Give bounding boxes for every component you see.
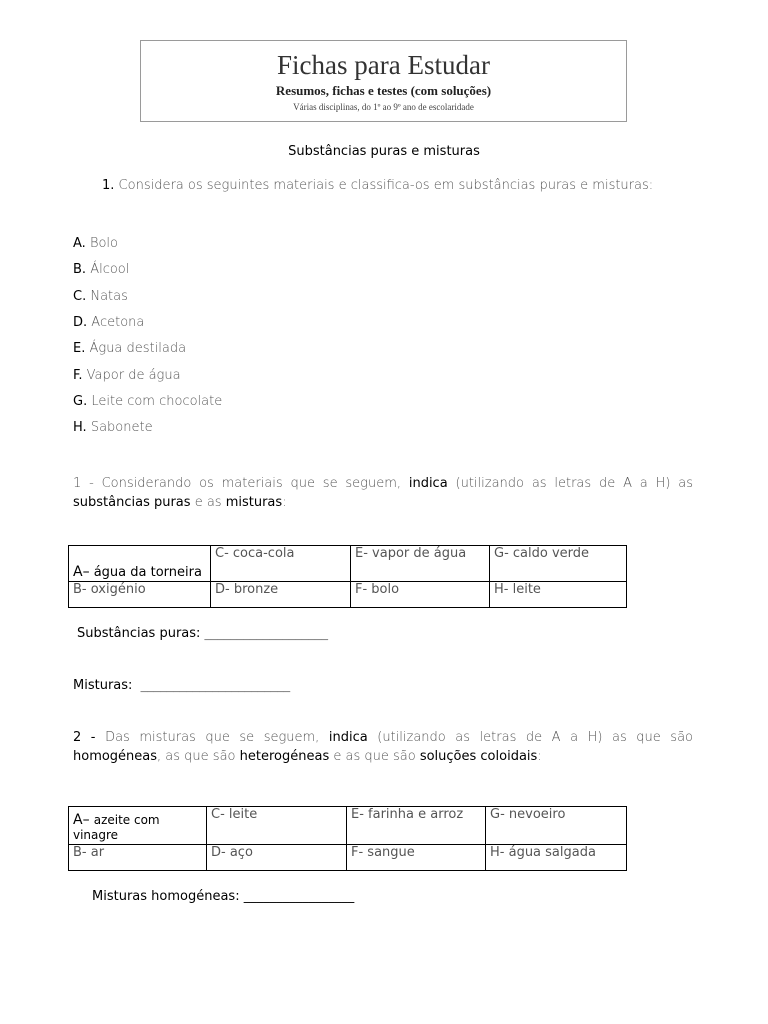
table-cell: G- nevoeiro (486, 807, 627, 845)
answer-line[interactable]: _______________________ (140, 678, 291, 693)
list-item: H. Sabonete (73, 420, 153, 435)
list-item: C. Natas (73, 289, 128, 304)
list-item: D. Acetona (73, 315, 145, 330)
list-item: A. Bolo (73, 236, 118, 251)
table-cell: C- leite (207, 807, 347, 845)
answer-pure-substances: Substâncias puras: ___________________ (77, 626, 329, 641)
table-cell: H- água salgada (486, 845, 627, 871)
list-item: F. Vapor de água (73, 368, 181, 383)
table-cell: A– azeite com vinagre (69, 807, 207, 845)
table-cell: A– água da torneira (69, 546, 211, 582)
exercise-2-table (68, 806, 627, 871)
exercise-1-instructions: 1 - Considerando os materiais que se seguem, indica (utilizando as letras de A a H) as substâncias puras e as misturas: (73, 476, 693, 510)
list-item: E. Água destilada (73, 341, 187, 356)
table-cell: D- bronze (211, 582, 351, 608)
header-subtitle: Resumos, fichas e testes (com soluções) (275, 83, 492, 98)
table-cell: C- coca-cola (211, 546, 351, 582)
question-1 (102, 178, 653, 193)
table-cell: H- leite (490, 582, 627, 608)
table-cell: B- oxigénio (69, 582, 211, 608)
question-1-text: Considera os seguintes materiais e classifica-os em substâncias puras e misturas: (118, 178, 654, 193)
table-cell: E- farinha e arroz (347, 807, 486, 845)
document-title: Substâncias puras e misturas (288, 144, 480, 159)
table-cell: F- sangue (347, 845, 486, 871)
answer-line[interactable]: _________________ (243, 889, 355, 904)
answer-line[interactable]: ___________________ (204, 626, 329, 641)
header-tagline: Várias disciplinas, do 1º ao 9º ano de escolaridade (293, 102, 474, 112)
header-box (140, 40, 627, 122)
list-item: B. Álcool (73, 262, 130, 277)
question-1-number: 1. (102, 178, 115, 193)
list-item: G. Leite com chocolate (73, 394, 223, 409)
answer-homogeneous-mixtures: Misturas homogéneas: _________________ (92, 889, 355, 904)
table-cell: F- bolo (351, 582, 490, 608)
answer-mixtures: Misturas: _______________________ (73, 678, 291, 693)
table-cell: D- aço (207, 845, 347, 871)
header-title: Fichas para Estudar (277, 50, 490, 80)
exercise-1-table (68, 545, 627, 608)
exercise-2-instructions: 2 - Das misturas que se seguem, indica (utilizando as letras de A a H) as que são homogéneas, as que são heterogéneas e as que são soluções coloidais: (73, 730, 693, 764)
table-cell: B- ar (69, 845, 207, 871)
table-cell: G- caldo verde (490, 546, 627, 582)
table-cell: E- vapor de água (351, 546, 490, 582)
